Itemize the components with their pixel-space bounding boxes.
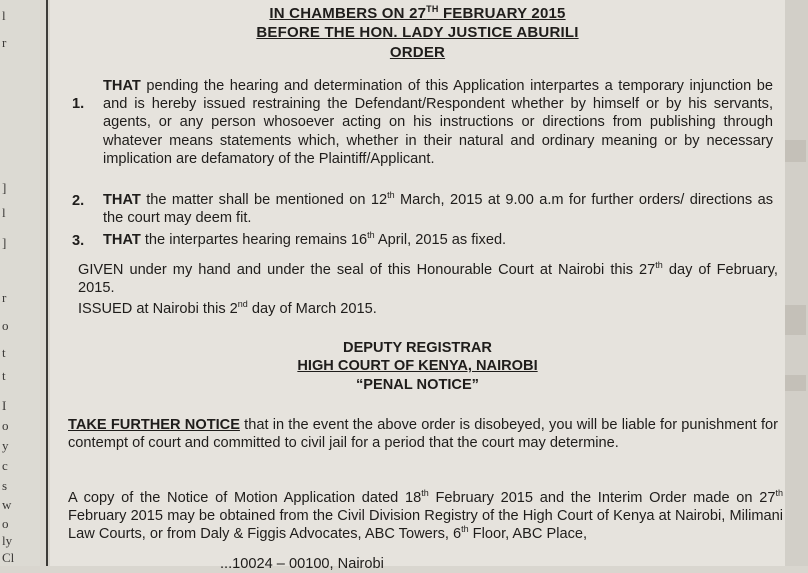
further-notice-paragraph: TAKE FURTHER NOTICE that in the event the above order is disobeyed, you will be liable for punishment for contempt of court and committed to civil jail for a period that the court may determine. xyxy=(68,417,778,452)
adjacent-column-fragment xyxy=(0,0,40,566)
court-name: HIGH COURT OF KENYA, NAIROBI xyxy=(297,358,538,374)
order-number: 3. xyxy=(72,233,85,249)
left-column-fragment: ] xyxy=(2,235,7,250)
column-divider xyxy=(46,0,48,566)
order-heading: ORDER xyxy=(389,44,446,61)
left-column-fragment: ly xyxy=(2,533,13,548)
chambers-heading: IN CHAMBERS ON 27TH FEBRUARY 2015 xyxy=(269,4,566,22)
copy-notice-address-cutoff: ...10024 – 00100, Nairobi xyxy=(220,556,384,572)
left-column-fragment: t xyxy=(2,368,6,383)
order-paragraph-3: THAT the interpartes hearing remains 16th April, 2015 as fixed. xyxy=(103,230,507,248)
left-column-fragment: I xyxy=(2,398,7,413)
left-column-fragment: o xyxy=(2,516,9,531)
left-column-fragment: ] xyxy=(2,180,7,195)
left-column-fragment: c xyxy=(2,458,8,473)
left-column-fragment: y xyxy=(2,438,9,453)
judge-heading: BEFORE THE HON. LADY JUSTICE ABURILI xyxy=(256,24,579,41)
left-column-fragment: s xyxy=(2,478,8,493)
copy-notice-paragraph: A copy of the Notice of Motion Application dated 18th February 2015 and the Interim Order made on 27th February 2015 may be obtained from the Civil Division Registry of the High Court of Kenya at Nairobi, Milimani Law Courts, or from Daly & Figgis Advocates, ABC Towers, 6th Floor, ABC Place, xyxy=(68,488,783,543)
left-column-fragment: r xyxy=(2,290,7,305)
left-column-fragment: l xyxy=(2,205,6,220)
order-paragraph-2: THAT the matter shall be mentioned on 12th March, 2015 at 9.00 a.m for further orders/ directions as the court may deem fit. xyxy=(103,190,773,227)
issued-paragraph: ISSUED at Nairobi this 2nd day of March 2015. xyxy=(78,299,377,317)
left-column-fragment: Cl xyxy=(2,550,15,565)
order-number: 1. xyxy=(72,96,85,112)
order-paragraph-1: THAT pending the hearing and determination of this Application interpartes a temporary injunction be and is hereby issued restraining the Defendant/Respondent whether by himself or by his servants, agents, or any person whosoever acting on his instructions or directions from publishing through whatever means statements which, whether in their natural and ordinary meaning or by necessary implication are defamatory of the Plaintiff/Applicant. xyxy=(103,78,773,167)
left-column-fragment: o xyxy=(2,418,9,433)
given-paragraph: GIVEN under my hand and under the seal of this Honourable Court at Nairobi this 27th day of February, 2015. xyxy=(78,260,778,297)
left-column-fragment: o xyxy=(2,318,9,333)
left-column-fragment: l xyxy=(2,8,6,23)
penal-notice-heading: “PENAL NOTICE” xyxy=(356,377,479,393)
left-column-fragment: t xyxy=(2,345,6,360)
left-column-fragment: r xyxy=(2,35,7,50)
deputy-registrar-title: DEPUTY REGISTRAR xyxy=(343,340,492,356)
left-column-fragment: w xyxy=(2,497,12,512)
order-number: 2. xyxy=(72,193,85,209)
court-notice xyxy=(50,0,785,572)
